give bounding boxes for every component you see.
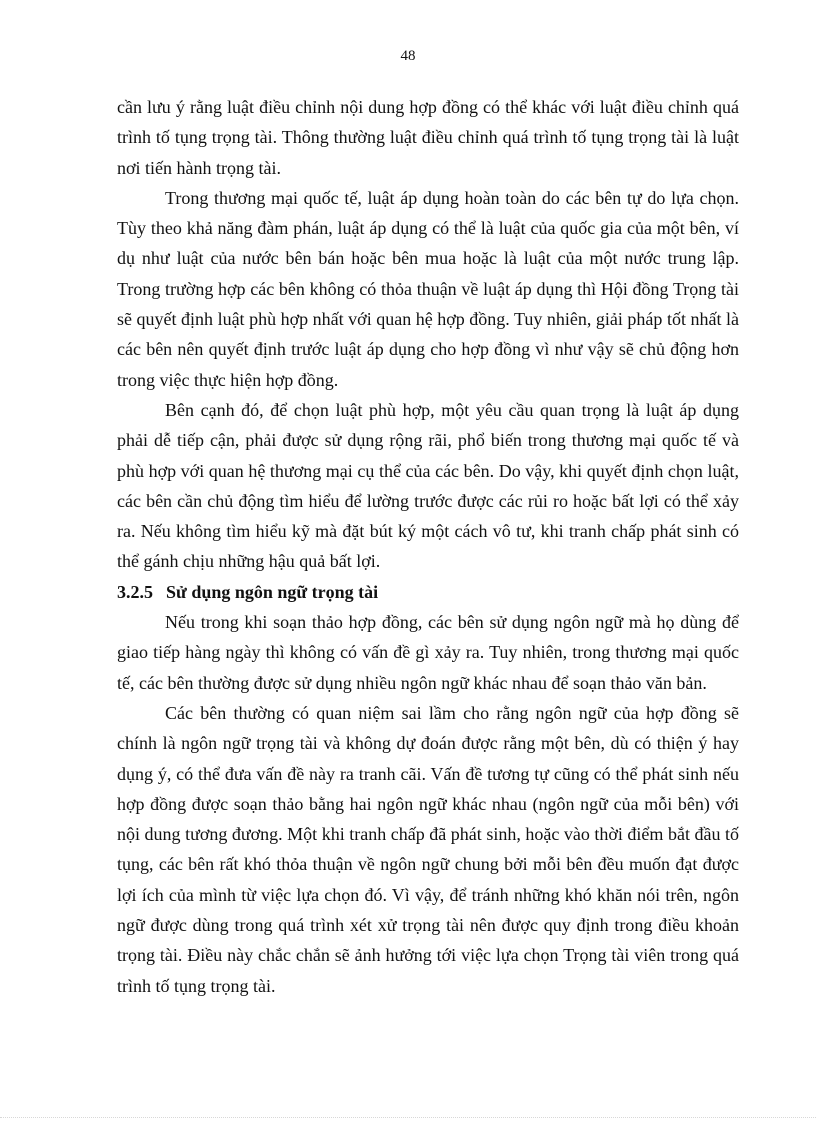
section-number: 3.2.5 [117,581,153,602]
page-bottom-divider [0,1117,816,1118]
paragraph-applicable-law: Trong thương mại quốc tế, luật áp dụng hoàn toàn do các bên tự do lựa chọn. Tùy theo khả năng đàm phán, luật áp dụng có thể là luật của quốc gia của một bên, ví dụ như luật của nước bên bán hoặc bên mua hoặc là luật của một nước trung lập. Trong trường hợp các bên không có thỏa thuận về luật áp dụng thì Hội đồng Trọng tài sẽ quyết định luật phù hợp nhất với quan hệ hợp đồng. Tuy nhiên, giải pháp tốt nhất là các bên nên quyết định trước luật áp dụng cho hợp đồng vì như vậy sẽ chủ động hơn trong việc thực hiện hợp đồng. [117,187,739,390]
page-number: 48 [400,48,416,64]
paragraph-continuation: cần lưu ý rằng luật điều chỉnh nội dung hợp đồng có thể khác với luật điều chỉnh quá trình tố tụng trọng tài. Thông thường luật điều chỉnh quá trình tố tụng trọng tài là luật nơi tiến hành trọng tài. [117,97,739,178]
paragraph-choosing-law: Bên cạnh đó, để chọn luật phù hợp, một yêu cầu quan trọng là luật áp dụng phải dễ tiếp cận, phải được sử dụng rộng rãi, phổ biến trong thương mại quốc tế và phù hợp với quan hệ thương mại cụ thể của các bên. Do vậy, khi quyết định chọn luật, các bên cần chủ động tìm hiểu để lường trước được các rủi ro hoặc bất lợi có thể xảy ra. Nếu không tìm hiểu kỹ mà đặt bút ký một cách vô tư, khi tranh chấp phát sinh có thể gánh chịu những hậu quả bất lợi. [117,399,739,572]
paragraph-language-misconception: Các bên thường có quan niệm sai lầm cho rằng ngôn ngữ của hợp đồng sẽ chính là ngôn ngữ trọng tài và không dự đoán được rằng một bên, dù có thiện ý hay dụng ý, có thể đưa vấn đề này ra tranh cãi. Vấn đề tương tự cũng có thể phát sinh nếu hợp đồng được soạn thảo bằng hai ngôn ngữ khác nhau (ngôn ngữ của mỗi bên) với nội dung tương đương. Một khi tranh chấp đã phát sinh, hoặc vào thời điểm bắt đầu tố tụng, các bên rất khó thỏa thuận về ngôn ngữ chung bởi mỗi bên đều muốn đạt được lợi ích của mình từ việc lựa chọn đó. Vì vậy, để tránh những khó khăn nói trên, ngôn ngữ được dùng trong quá trình xét xử trọng tài nên được quy định trong điều khoản trọng tài. Điều này chắc chắn sẽ ảnh hưởng tới việc lựa chọn Trọng tài viên trong quá trình tố tụng trọng tài. [117,702,739,996]
paragraph-language-intro: Nếu trong khi soạn thảo hợp đồng, các bên sử dụng ngôn ngữ mà họ dùng để giao tiếp hàng ngày thì không có vấn đề gì xảy ra. Tuy nhiên, trong thương mại quốc tế, các bên thường được sử dụng nhiều ngôn ngữ khác nhau để soạn thảo văn bản. [117,612,739,693]
section-heading [117,577,739,607]
page-body [117,92,739,1001]
section-title: Sử dụng ngôn ngữ trọng tài [166,581,379,602]
